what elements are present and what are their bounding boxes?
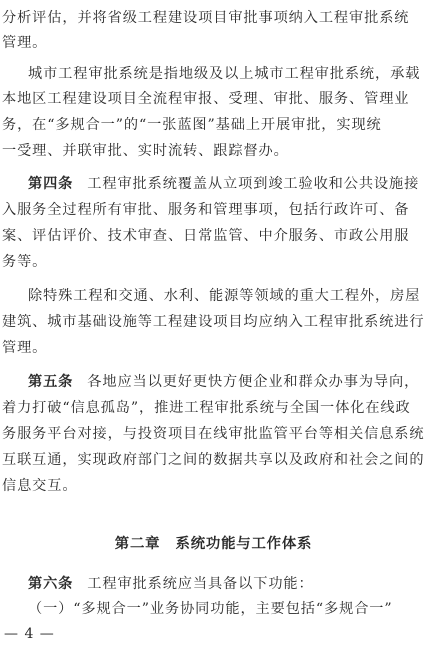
text-line: 入服务全过程所有审批、服务和管理事项，包括行政许可、备 (2, 202, 410, 218)
text-line: 城市工程审批系统是指地级及以上城市工程审批系统，承载 (28, 66, 421, 82)
article-line (28, 572, 314, 596)
text-line: 务服务平台对接，与投资项目在线审批监管平台等相关信息系统 (2, 426, 425, 442)
text-line: 除特殊工程和交通、水利、能源等领域的重大工程外，房屋 (28, 288, 421, 304)
article-line (28, 172, 419, 196)
text-line: 本地区工程建设项目全流程审报、受理、审批、服务、管理业 (2, 91, 410, 107)
text-line: 着力打破“信息孤岛”，推进工程审批系统与全国一体化在线政 (2, 400, 411, 416)
article-number: 第五条 (28, 374, 74, 390)
text-line: 互联互通，实现政府部门之间的数据共享以及政府和社会之间的 (2, 452, 425, 468)
text-line: 分析评估，并将省级工程建设项目审批事项纳入工程审批系统 (2, 10, 410, 26)
article-line (28, 370, 419, 394)
article-text: 工程审批系统应当具备以下功能： (87, 576, 314, 592)
article-text: 各地应当以更好更快方便企业和群众办事为导向， (87, 374, 420, 390)
text-line: 务，在“多规合一”的“一张蓝图”基础上开展审批，实现统 (2, 117, 382, 133)
page-number: — 4 — (4, 626, 55, 642)
article-number: 第四条 (28, 176, 74, 192)
text-line: 建筑、城市基础设施等工程建设项目均应纳入工程审批系统进行 (2, 314, 425, 330)
chapter-title: 第二章 系统功能与工作体系 (114, 535, 313, 552)
text-line: 案、评估评价、技术审查、日常监管、中介服务、市政公用服 (2, 228, 410, 244)
text-line: 信息交互。 (2, 478, 78, 494)
article-text: 工程审批系统覆盖从立项到竣工验收和公共设施接 (87, 176, 420, 192)
article-number: 第六条 (28, 576, 74, 592)
text-line: 务等。 (2, 254, 48, 270)
text-line: （一）“多规合一”业务协同功能，主要包括“多规合一” (28, 601, 393, 617)
text-line: 一受理、并联审批、实时流转、跟踪督办。 (2, 143, 289, 159)
text-line: 管理。 (2, 340, 48, 356)
text-line: 管理。 (2, 35, 48, 51)
